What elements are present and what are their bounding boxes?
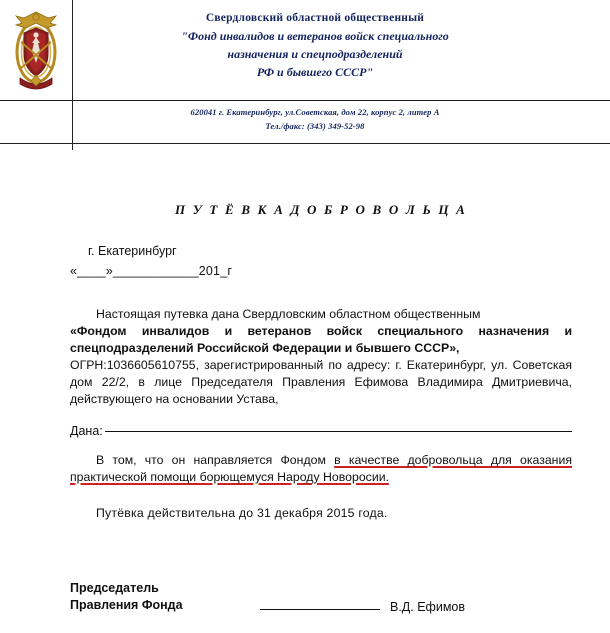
document-title: П У Т Ё В К А Д О Б Р О В О Л Ь Ц А — [174, 202, 468, 218]
org-line-3: назначения и спецподразделений — [227, 46, 403, 61]
signatory-role-line-1: Председатель — [70, 580, 159, 595]
contact-block — [0, 101, 610, 139]
statement-lead: В том, что он направляется Фондом — [96, 453, 326, 467]
org-line-4: РФ и бывшего СССР" — [256, 64, 374, 79]
organization-name-block — [72, 4, 610, 81]
letterhead — [0, 0, 610, 94]
date-line: «____»____________201_г — [70, 264, 233, 279]
paragraph-registration: ОГРН:1036605610755, зарегистрированный по адресу: г. Екатеринбург, ул. Советская дом 22/2, в лице Председателя Правления Ефимова Владимира Дмитриевича, действующего на основании Устава, — [70, 358, 572, 407]
paragraph-lead: Настоящая путевка дана Свердловским областном общественным — [96, 307, 481, 322]
org-line-1: Свердловский областной общественный — [205, 12, 425, 24]
org-line-2: "Фонд инвалидов и ветеранов войск специального — [181, 28, 449, 43]
statement-text — [70, 452, 572, 486]
given-to-field-row — [70, 424, 572, 438]
paragraph-fund-name: «Фондом инвалидов и ветеранов войск специального назначения и спецподразделений Российской Федерации и бывшего СССР», — [70, 324, 572, 356]
main-paragraph — [70, 306, 572, 408]
statement-block — [70, 452, 572, 486]
letterhead-vertical-divider — [72, 0, 73, 150]
signatory-role-line-2: Правления Фонда — [70, 597, 183, 612]
organization-phone: Тел./факс: (343) 349-52-98 — [265, 120, 365, 131]
emblem-container — [0, 4, 72, 94]
validity-text: Путёвка действительна до 31 декабря 2015 года. — [96, 505, 388, 520]
contact-spacer — [0, 101, 72, 139]
signature-blank-line[interactable] — [260, 608, 380, 610]
organization-address: 620041 г. Екатеринбург, ул.Советская, дом 22, корпус 2, литер А — [190, 107, 440, 117]
signatory-role — [70, 580, 260, 614]
document-body — [0, 202, 610, 614]
given-to-blank-line[interactable] — [105, 431, 572, 432]
statement-highlight: в качестве добровольца для оказания практической помощи борющемуся Народу Новоросии. — [70, 453, 572, 484]
letterhead-divider-bottom — [0, 143, 610, 144]
organization-emblem-icon — [10, 6, 62, 94]
signature-row — [70, 580, 572, 614]
contact-details — [72, 101, 610, 139]
page-bottom-margin — [0, 615, 610, 633]
signatory-name: В.Д. Ефимов — [390, 599, 466, 614]
city-line: г. Екатеринбург — [88, 244, 177, 259]
given-to-label: Дана: — [70, 424, 103, 438]
